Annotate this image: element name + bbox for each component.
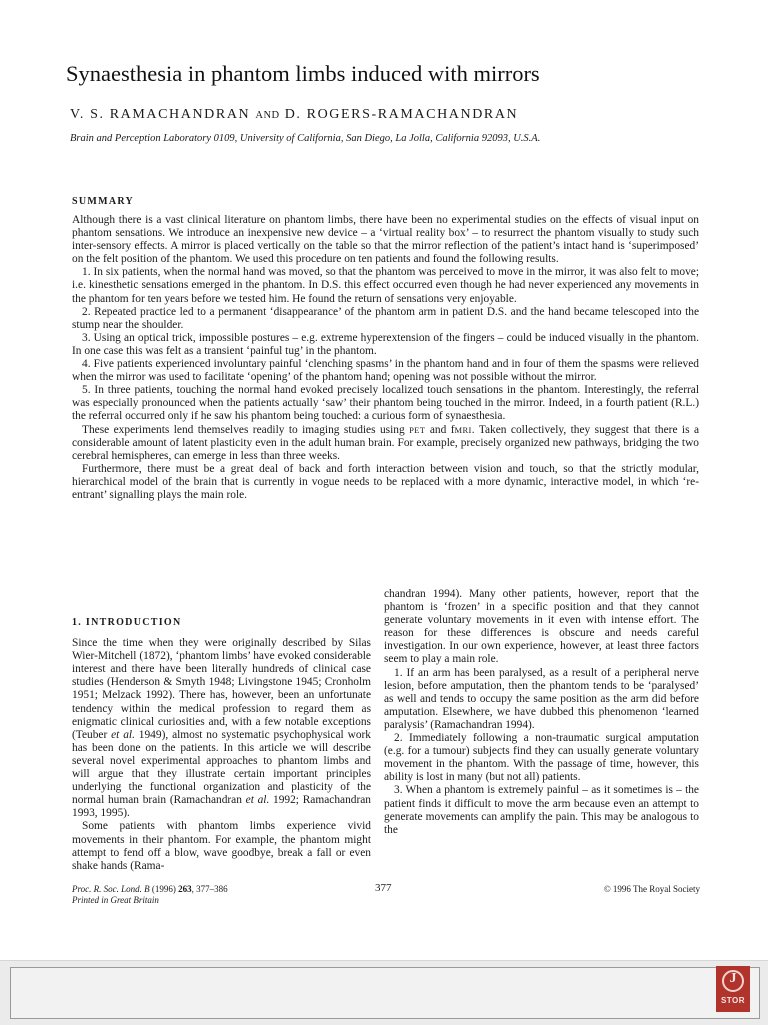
left-column: [72, 616, 371, 873]
printed-note: Printed in Great Britain: [72, 895, 159, 905]
intro-paragraph: 3. When a phantom is extremely painful – as it sometimes is – the patient finds it difficult to move the arm because even an attempt to generate movements can amplify the pain. This may be analogous to the: [384, 784, 699, 836]
et-al: et al.: [111, 728, 135, 741]
viewer-frame: [10, 967, 760, 1019]
abbrev-pet: PET: [409, 424, 426, 435]
author-conjunction: AND: [255, 110, 280, 121]
article-title: Synaesthesia in phantom limbs induced with mirrors: [66, 61, 540, 86]
summary-body: [72, 214, 699, 502]
intro-paragraph: Some patients with phantom limbs experience vivid movements in their phantom. For example, the phantom might attempt to fend off a blow, wave goodbye, break a fall or even shake hands (Rama-: [72, 820, 371, 872]
journal-citation: [72, 884, 228, 895]
authors: [70, 107, 710, 123]
summary-heading: SUMMARY: [72, 196, 135, 207]
journal-name: Proc. R. Soc. Lond. B: [72, 884, 150, 894]
summary-paragraph: 3. Using an optical trick, impossible postures – e.g. extreme hyperextension of the fingers – could be induced visually in the phantom. In one case this was felt as a transient ‘painful tug’ in the phantom.: [72, 331, 699, 357]
author-name: V. S. RAMACHANDRAN: [70, 107, 251, 122]
summary-paragraph: 5. In three patients, touching the normal hand evoked precisely localized touch sensations in the phantom. Interestingly, the referral was especially pronounced when the patients actually ‘saw’ their phantom being touched in the mirror. Indeed, in a fourth patient (R.L.) the referral occurred only if he saw his phantom being touched: a curious form of synaesthesia.: [72, 384, 699, 423]
summary-paragraph: Furthermore, there must be a great deal of back and forth interaction between vision and touch, so that the strictly modular, hierarchical model of the brain that is currently in vogue needs to be replaced with a more dynamic, interactive model, in which ‘re-entrant’ signalling plays the main role.: [72, 462, 699, 501]
summary-paragraph: 4. Five patients experienced involuntary painful ‘clenching spasms’ in the phantom hand and in four of them the spasms were relieved when the mirror was used to facilitate ‘opening’ of the phantom hand; opening was not possible without the mirror.: [72, 358, 699, 384]
introduction-heading: 1. INTRODUCTION: [72, 617, 182, 628]
intro-paragraph: chandran 1994). Many other patients, however, report that the phantom is ‘frozen’ in a specific position and that they cannot generate voluntary movements in it even with intense effort. The reason for these differences is obscure and needs careful investigation. In our own experience, however, at least three factors seem to play a main role.: [384, 588, 699, 666]
affiliation: Brain and Perception Laboratory 0109, University of California, San Diego, La Jolla, California 92093, U.S.A.: [70, 133, 541, 144]
page-number: 377: [375, 882, 392, 894]
right-column: [384, 588, 699, 837]
viewer-bottom-bar: [0, 960, 768, 1025]
text-run: 1992; Ramachandran 1993, 1995).: [72, 794, 372, 820]
summary-paragraph: 1. In six patients, when the normal hand was moved, so that the phantom was perceived to move in the mirror, it was also felt to move; i.e. kinesthetic sensations emerged in the phantom. In D.S. this effect occurred even though he had never experienced any movements in the phantom for ten years before we tested him. He found the return of sensations very enjoyable.: [72, 266, 699, 305]
abbrev-mri: MRI: [454, 424, 472, 435]
text-run: These experiments lend themselves readily to imaging studies using: [82, 423, 410, 436]
text-run: . Taken collectively, they suggest that there is a considerable amount of latent plasticity even in the adult human brain. For example, precisely organized new pathways, bridging the two cerebral hemispheres, can emerge in less than three weeks.: [72, 423, 700, 462]
summary-paragraph: Although there is a vast clinical literature on phantom limbs, there have been no experimental studies on the effects of visual input on phantom sensations. We introduce an inexpensive new device – a ‘virtual reality box’ – to resurrect the phantom visually to study such inter-sensory effects. A mirror is placed vertically on the table so that the mirror reflection of the patient’s intact hand is ‘superimposed’ on the felt position of the phantom. We used this procedure on ten patients and found the following results.: [72, 214, 699, 266]
intro-paragraph: [72, 637, 371, 820]
text-run: 1949), almost no systematic psychophysical work has been done on the patients. In this article we will describe several novel experimental approaches to phantom limbs and will argue that they illustrate certain important principles underlying the functional organization and plasticity of the normal human brain (Ramachandran: [72, 728, 371, 807]
et-al: et al.: [245, 794, 270, 807]
logo-text: STOR: [720, 996, 746, 1005]
text-run: and f: [425, 423, 455, 436]
copyright: © 1996 The Royal Society: [603, 884, 700, 894]
logo-letter: J: [729, 971, 737, 986]
journal-year: (1996): [149, 884, 179, 894]
intro-paragraph: 1. If an arm has been paralysed, as a result of a peripheral nerve lesion, before amputation, then the phantom tends to be ‘paralysed’ as well and tends to occupy the same position as the arm did before amputation. Elsewhere, we have dubbed this phenomenon ‘learned paralysis’ (Ramachandran 1994).: [384, 666, 699, 731]
summary-paragraph: 2. Repeated practice led to a permanent ‘disappearance’ of the phantom arm in patient D.S. and the hand became telescoped into the stump near the shoulder.: [72, 305, 699, 331]
journal-volume: 263: [178, 884, 192, 894]
jstor-logo-icon[interactable]: [716, 966, 750, 1012]
text-run: Since the time when they were originally described by Silas Wier-Mitchell (1872), ‘phantom limbs’ have evoked considerable interest and there have been literally hundreds of clinical case studies (Henderson & Smyth 1948; Livingstone 1945; Cronholm 1951; Melzack 1992). There has, however, been an unfortunate tendency within the medical profession to regard them as enigmatic clinical curiosities and, with a few notable exceptions (Teuber: [72, 637, 371, 741]
journal-pages: , 377–386: [191, 884, 228, 894]
summary-paragraph: [72, 424, 699, 463]
author-name: D. ROGERS-RAMACHANDRAN: [284, 107, 519, 122]
intro-paragraph: 2. Immediately following a non-traumatic surgical amputation (e.g. for a tumour) subjects find they can usually generate voluntary movement in the phantom. With the passage of time, however, this ability is lost in many (but not all) patients.: [384, 732, 699, 784]
